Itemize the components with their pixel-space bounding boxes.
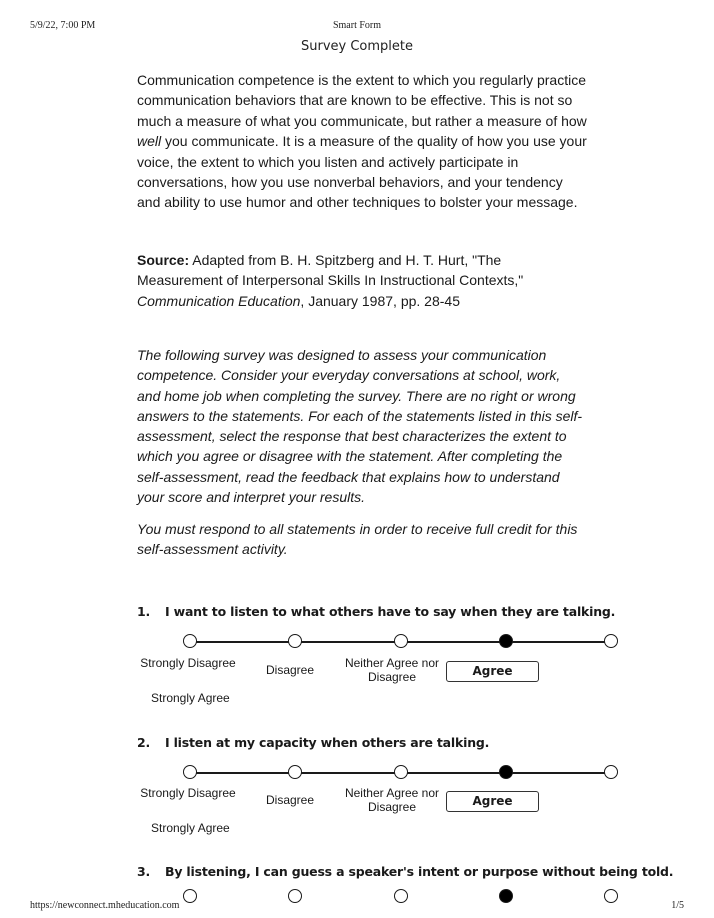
question-statement: By listening, I can guess a speaker's intent or purpose without being told.	[165, 864, 674, 879]
credit-note: You must respond to all statements in order to receive full credit for this self-assessment activity.	[137, 521, 578, 558]
question-3	[0, 864, 714, 904]
radio-agree[interactable]	[499, 765, 513, 779]
question-text	[137, 604, 615, 619]
label-neither: Neither Agree nor Disagree	[344, 656, 440, 684]
question-text	[137, 864, 673, 879]
label-strongly-agree: Strongly Agree	[151, 821, 230, 835]
label-strongly-disagree: Strongly Disagree	[140, 656, 236, 670]
question-number: 1.	[137, 604, 151, 619]
question-statement: I listen at my capacity when others are talking.	[165, 735, 490, 750]
label-neither: Neither Agree nor Disagree	[344, 786, 440, 814]
intro-text-1: Communication competence is the extent to which you regularly practice communication behaviors that are known to be effective. This is not so much a measure of what you communicate, but rather a measure of how	[137, 72, 587, 129]
print-url[interactable]: https://newconnect.mheducation.com	[30, 900, 180, 911]
source-citation	[137, 250, 587, 311]
question-number: 2.	[137, 735, 151, 750]
source-text-1: Adapted from B. H. Spitzberg and H. T. Hurt, "The Measurement of Interpersonal Skills In Instructional Contexts,"	[137, 252, 524, 289]
source-text-2: , January 1987, pp. 28-45	[300, 292, 460, 309]
label-strongly-disagree: Strongly Disagree	[140, 786, 236, 800]
question-text	[137, 735, 489, 750]
radio-strongly-disagree[interactable]	[183, 765, 197, 779]
radio-agree[interactable]	[499, 634, 513, 648]
print-header	[0, 20, 714, 34]
label-disagree: Disagree	[265, 663, 315, 677]
source-label: Source:	[137, 252, 190, 268]
page-number: 1/5	[671, 900, 684, 911]
question-2	[0, 735, 714, 845]
radio-disagree[interactable]	[288, 634, 302, 648]
print-date: 5/9/22, 7:00 PM	[30, 20, 96, 31]
radio-neither[interactable]	[394, 765, 408, 779]
radio-disagree[interactable]	[288, 765, 302, 779]
label-agree-selected: Agree	[446, 791, 539, 812]
question-number: 3.	[137, 864, 151, 879]
label-agree-selected: Agree	[446, 661, 539, 682]
survey-instructions: The following survey was designed to assess your communication competence. Consider your everyday conversations at school, work, and home job when completing the survey. There are no right or wrong answers to the statements. For each of the statements listed in this self-assessment, select the response that best characterizes the extent to which you agree or disagree with the statement. After completing the self-assessment, read the feedback that explains how to understand your score and interpret your results.	[137, 347, 583, 506]
radio-neither[interactable]	[394, 634, 408, 648]
question-statement: I want to listen to what others have to say when they are talking.	[165, 604, 616, 619]
source-journal: Communication Education	[137, 292, 301, 309]
page-title: Survey Complete	[300, 39, 413, 54]
radio-strongly-agree[interactable]	[604, 765, 618, 779]
print-title: Smart Form	[332, 20, 382, 31]
radio-strongly-agree[interactable]	[604, 634, 618, 648]
label-strongly-agree: Strongly Agree	[151, 691, 230, 705]
question-1	[0, 604, 714, 714]
intro-paragraph	[137, 70, 587, 213]
intro-text-2: you communicate. It is a measure of the quality of how you use your voice, the extent to which you listen and actively participate in conversations, how you use nonverbal behaviors, and your tendency and ability to use humor and other techniques to bolster your message.	[137, 133, 587, 211]
intro-emphasis: well	[137, 133, 162, 150]
print-footer	[0, 900, 714, 914]
label-disagree: Disagree	[265, 793, 315, 807]
radio-strongly-disagree[interactable]	[183, 634, 197, 648]
